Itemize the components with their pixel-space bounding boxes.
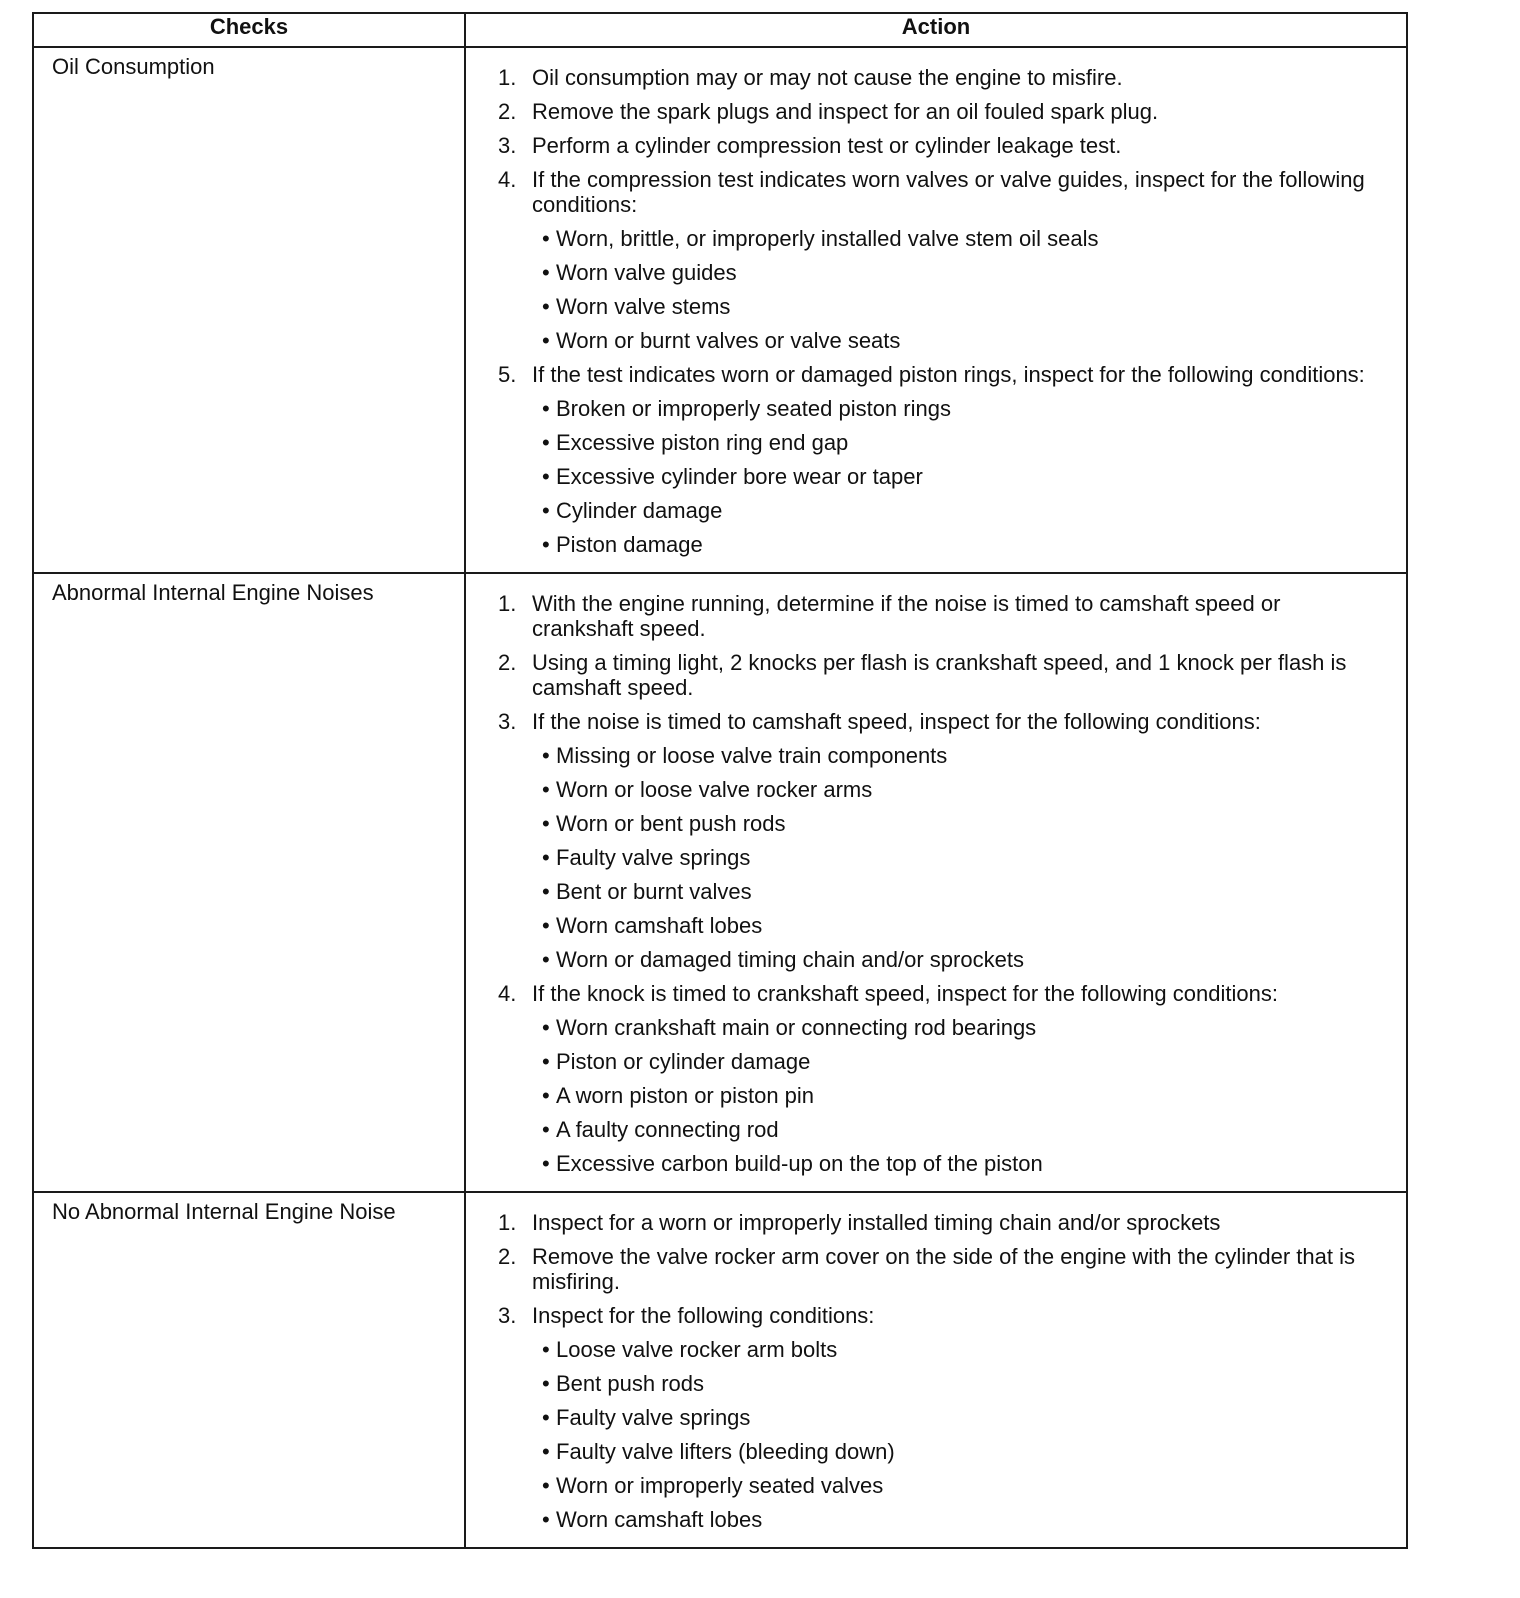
action-step — [498, 709, 1386, 973]
step-number: 3. — [498, 709, 517, 734]
step-line — [498, 981, 1386, 1006]
condition-text: Loose valve rocker arm bolts — [556, 1337, 838, 1362]
table-body — [33, 47, 1407, 1548]
step-text: If the knock is timed to crankshaft speed, inspect for the following conditions: — [532, 981, 1278, 1006]
condition-item — [532, 1371, 1386, 1397]
check-label: No Abnormal Internal Engine Noise — [52, 1199, 396, 1224]
step-number: 3. — [498, 1303, 517, 1328]
action-step — [498, 981, 1386, 1177]
step-line — [498, 591, 1386, 641]
action-step — [498, 362, 1386, 558]
step-line — [498, 167, 1386, 217]
step-line — [498, 709, 1386, 734]
condition-text: Worn valve guides — [556, 260, 737, 285]
condition-list — [532, 743, 1386, 973]
condition-text: Worn camshaft lobes — [556, 1507, 763, 1532]
action-cell — [465, 573, 1407, 1192]
bullet-icon: • — [542, 260, 550, 285]
step-text: Using a timing light, 2 knocks per flash is crankshaft speed, and 1 knock per flash is camshaft speed. — [532, 650, 1347, 700]
bullet-icon: • — [542, 226, 550, 251]
action-steps-list — [498, 1210, 1386, 1533]
condition-text: Cylinder damage — [556, 498, 723, 523]
action-step — [498, 1210, 1386, 1235]
condition-text: Worn or burnt valves or valve seats — [556, 328, 901, 353]
bullet-icon: • — [542, 1371, 550, 1396]
check-cell — [33, 573, 465, 1192]
bullet-icon: • — [542, 328, 550, 353]
condition-item — [532, 1049, 1386, 1075]
bullet-icon: • — [542, 396, 550, 421]
header-row — [33, 13, 1407, 47]
bullet-icon: • — [542, 1337, 550, 1362]
action-step — [498, 1303, 1386, 1533]
step-text: Inspect for the following conditions: — [532, 1303, 875, 1328]
condition-item — [532, 947, 1386, 973]
bullet-icon: • — [542, 1439, 550, 1464]
bullet-icon: • — [542, 498, 550, 523]
condition-item — [532, 1473, 1386, 1499]
condition-text: A worn piston or piston pin — [556, 1083, 815, 1108]
step-number: 1. — [498, 591, 517, 616]
condition-text: Bent push rods — [556, 1371, 704, 1396]
step-line — [498, 650, 1386, 700]
bullet-icon: • — [542, 1015, 550, 1040]
condition-item — [532, 1083, 1386, 1109]
condition-text: Worn or loose valve rocker arms — [556, 777, 873, 802]
step-number: 2. — [498, 650, 517, 675]
bullet-icon: • — [542, 1083, 550, 1108]
bullet-icon: • — [542, 1405, 550, 1430]
step-text: If the test indicates worn or damaged piston rings, inspect for the following conditions: — [532, 362, 1365, 387]
step-number: 1. — [498, 1210, 517, 1235]
step-number: 4. — [498, 167, 517, 192]
step-line — [498, 1210, 1386, 1235]
step-text: With the engine running, determine if the noise is timed to camshaft speed or crankshaft speed. — [532, 591, 1281, 641]
condition-text: Worn camshaft lobes — [556, 913, 763, 938]
action-step — [498, 133, 1386, 158]
action-cell — [465, 1192, 1407, 1548]
condition-text: Excessive cylinder bore wear or taper — [556, 464, 923, 489]
condition-item — [532, 811, 1386, 837]
table-row — [33, 47, 1407, 573]
condition-item — [532, 777, 1386, 803]
condition-item — [532, 1117, 1386, 1143]
bullet-icon: • — [542, 743, 550, 768]
condition-text: Broken or improperly seated piston rings — [556, 396, 951, 421]
bullet-icon: • — [542, 947, 550, 972]
condition-text: Faulty valve lifters (bleeding down) — [556, 1439, 895, 1464]
bullet-icon: • — [542, 464, 550, 489]
action-step — [498, 650, 1386, 700]
bullet-icon: • — [542, 879, 550, 904]
condition-text: Faulty valve springs — [556, 1405, 751, 1430]
step-line — [498, 133, 1386, 158]
action-step — [498, 65, 1386, 90]
condition-item — [532, 396, 1386, 422]
check-label: Abnormal Internal Engine Noises — [52, 580, 374, 605]
step-text: Remove the valve rocker arm cover on the side of the engine with the cylinder that is misfiring. — [532, 1244, 1355, 1294]
condition-item — [532, 845, 1386, 871]
bullet-icon: • — [542, 294, 550, 319]
step-number: 3. — [498, 133, 517, 158]
condition-text: Worn or bent push rods — [556, 811, 786, 836]
step-text: If the noise is timed to camshaft speed, inspect for the following conditions: — [532, 709, 1261, 734]
condition-text: A faulty connecting rod — [556, 1117, 779, 1142]
step-line — [498, 362, 1386, 387]
step-number: 1. — [498, 65, 517, 90]
bullet-icon: • — [542, 1473, 550, 1498]
action-step — [498, 1244, 1386, 1294]
bullet-icon: • — [542, 1049, 550, 1074]
step-number: 4. — [498, 981, 517, 1006]
condition-item — [532, 1015, 1386, 1041]
step-text: Perform a cylinder compression test or cylinder leakage test. — [532, 133, 1122, 158]
condition-text: Excessive piston ring end gap — [556, 430, 849, 455]
bullet-icon: • — [542, 1117, 550, 1142]
condition-list — [532, 1015, 1386, 1177]
condition-item — [532, 226, 1386, 252]
condition-item — [532, 294, 1386, 320]
action-step — [498, 167, 1386, 354]
condition-list — [532, 226, 1386, 354]
action-steps-list — [498, 591, 1386, 1177]
bullet-icon: • — [542, 811, 550, 836]
table-row — [33, 1192, 1407, 1548]
condition-item — [532, 1439, 1386, 1465]
condition-item — [532, 1337, 1386, 1363]
action-step — [498, 591, 1386, 641]
action-step — [498, 99, 1386, 124]
step-line — [498, 1303, 1386, 1328]
action-column-header: Action — [465, 13, 1407, 47]
bullet-icon: • — [542, 913, 550, 938]
condition-text: Worn or damaged timing chain and/or sprockets — [556, 947, 1024, 972]
step-number: 2. — [498, 99, 517, 124]
diagnostic-table — [32, 12, 1408, 1549]
condition-text: Faulty valve springs — [556, 845, 751, 870]
action-steps-list — [498, 65, 1386, 558]
condition-item — [532, 532, 1386, 558]
condition-text: Excessive carbon build-up on the top of the piston — [556, 1151, 1043, 1176]
check-cell — [33, 1192, 465, 1548]
condition-item — [532, 430, 1386, 456]
condition-item — [532, 260, 1386, 286]
bullet-icon: • — [542, 532, 550, 557]
condition-item — [532, 743, 1386, 769]
step-line — [498, 65, 1386, 90]
condition-text: Worn, brittle, or improperly installed valve stem oil seals — [556, 226, 1099, 251]
condition-list — [532, 1337, 1386, 1533]
table-row — [33, 573, 1407, 1192]
condition-text: Missing or loose valve train components — [556, 743, 948, 768]
condition-text: Worn valve stems — [556, 294, 731, 319]
condition-text: Worn or improperly seated valves — [556, 1473, 884, 1498]
bullet-icon: • — [542, 1507, 550, 1532]
condition-item — [532, 913, 1386, 939]
condition-text: Worn crankshaft main or connecting rod bearings — [556, 1015, 1037, 1040]
step-number: 5. — [498, 362, 517, 387]
condition-item — [532, 328, 1386, 354]
condition-item — [532, 879, 1386, 905]
step-line — [498, 1244, 1386, 1294]
condition-text: Piston damage — [556, 532, 703, 557]
condition-list — [532, 396, 1386, 558]
condition-item — [532, 1405, 1386, 1431]
condition-text: Piston or cylinder damage — [556, 1049, 811, 1074]
bullet-icon: • — [542, 1151, 550, 1176]
step-number: 2. — [498, 1244, 517, 1269]
step-line — [498, 99, 1386, 124]
step-text: Oil consumption may or may not cause the engine to misfire. — [532, 65, 1123, 90]
condition-item — [532, 464, 1386, 490]
bullet-icon: • — [542, 430, 550, 455]
check-label: Oil Consumption — [52, 54, 215, 79]
condition-item — [532, 1151, 1386, 1177]
step-text: Remove the spark plugs and inspect for an oil fouled spark plug. — [532, 99, 1159, 124]
step-text: If the compression test indicates worn valves or valve guides, inspect for the following conditions: — [532, 167, 1365, 217]
condition-text: Bent or burnt valves — [556, 879, 752, 904]
condition-item — [532, 498, 1386, 524]
checks-column-header: Checks — [33, 13, 465, 47]
check-cell — [33, 47, 465, 573]
action-cell — [465, 47, 1407, 573]
bullet-icon: • — [542, 777, 550, 802]
step-text: Inspect for a worn or improperly installed timing chain and/or sprockets — [532, 1210, 1221, 1235]
bullet-icon: • — [542, 845, 550, 870]
condition-item — [532, 1507, 1386, 1533]
